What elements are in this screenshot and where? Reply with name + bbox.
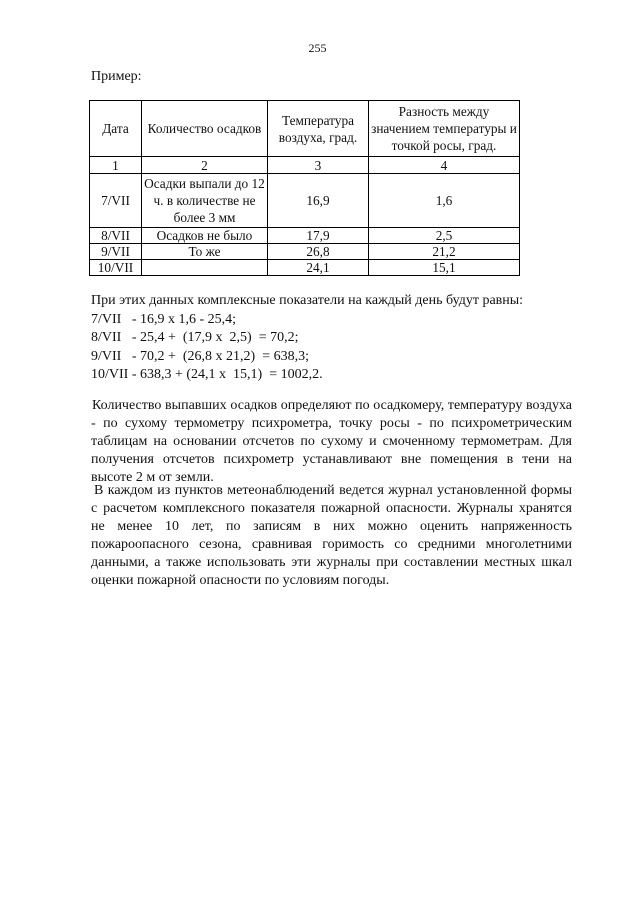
cell-date: 9/VII bbox=[90, 244, 142, 260]
table-row bbox=[90, 260, 520, 276]
calculation-block bbox=[91, 292, 523, 385]
cell-temperature: 26,8 bbox=[268, 244, 369, 260]
cell-date: 7/VII bbox=[90, 174, 142, 228]
cell-temperature: 17,9 bbox=[268, 228, 369, 244]
header-precipitation: Количество осадков bbox=[142, 101, 268, 157]
cell-date: 8/VII bbox=[90, 228, 142, 244]
header-dew-point-difference: Разность между значением температуры и точкой росы, град. bbox=[369, 101, 520, 157]
cell-difference: 21,2 bbox=[369, 244, 520, 260]
page-number: 255 bbox=[308, 41, 327, 55]
paragraph-journal-keeping: В каждом из пунктов метеонаблюдений ведется журнал установленной формы с расчетом комплексного показателя пожарной опасности. Журналы хранятся не менее 10 лет, по записям в них можно оценить напряженность пожароопасного сезона, сравнивая горимость со средними многолетними данными, а также использовать эти журналы при составлении местных шкал оценки пожарной опасности по условиям погоды. bbox=[91, 483, 572, 588]
column-number-row bbox=[90, 157, 520, 174]
data-table bbox=[89, 100, 520, 276]
calculation-line: 10/VII - 638,3 + (24,1 х 15,1) = 1002,2. bbox=[91, 367, 323, 382]
cell-temperature: 16,9 bbox=[268, 174, 369, 228]
table-row bbox=[90, 174, 520, 228]
calculation-intro: При этих данных комплексные показатели на каждый день будут равны: bbox=[91, 293, 524, 308]
table-row bbox=[90, 228, 520, 244]
calculation-line: 9/VII - 70,2 + (26,8 х 21,2) = 638,3; bbox=[91, 348, 309, 364]
header-air-temperature: Температура воздуха, град. bbox=[268, 101, 369, 157]
cell-precipitation: То же bbox=[142, 244, 268, 260]
cell-difference: 1,6 bbox=[369, 174, 520, 228]
cell-difference: 2,5 bbox=[369, 228, 520, 244]
cell-precipitation: Осадков не было bbox=[142, 228, 268, 244]
cell-precipitation: Осадки выпали до 12 ч. в количестве не более 3 мм bbox=[142, 174, 268, 228]
cell-temperature: 24,1 bbox=[268, 260, 369, 276]
column-number: 3 bbox=[268, 157, 369, 174]
paragraph-measurement-method: Количество выпавших осадков определяют по осадкомеру, температуру воздуха - по сухому термометру психрометра, точку росы - по психрометрическим таблицам на основании отсчетов по сухому и смоченному термометрам. Для получения отсчетов психрометр устанавливают вне помещения в тени на высоте 2 м от земли. bbox=[91, 398, 572, 485]
calculation-line: 7/VII - 16,9 х 1,6 - 25,4; bbox=[91, 311, 237, 327]
example-label: Пример: bbox=[91, 69, 142, 84]
cell-precipitation bbox=[142, 260, 268, 276]
cell-date: 10/VII bbox=[90, 260, 142, 276]
table-row bbox=[90, 244, 520, 260]
column-number: 1 bbox=[90, 157, 142, 174]
column-number: 4 bbox=[369, 157, 520, 174]
table-header-row bbox=[90, 101, 520, 157]
header-date: Дата bbox=[90, 101, 142, 157]
column-number: 2 bbox=[142, 157, 268, 174]
calculation-line: 8/VII - 25,4 + (17,9 х 2,5) = 70,2; bbox=[91, 330, 299, 345]
cell-difference: 15,1 bbox=[369, 260, 520, 276]
